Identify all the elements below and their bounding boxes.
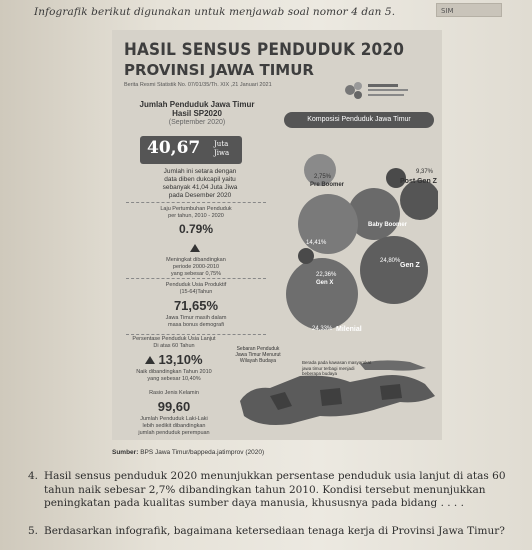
hasil-sp2020: Hasil SP2020 [172, 109, 222, 118]
total-population-box [140, 136, 242, 164]
question-5: 5. Berdasarkan infografik, bagaimana ketersediaan tenaga kerja di Provinsi Jawa Timur? [28, 525, 505, 537]
millennial-value: 24,33% [312, 326, 333, 332]
up-triangle-icon [145, 356, 155, 364]
elderly-section: Persentase Penduduk Usia Lanjut Di atas 60 Tahun 13,10% Naik dibandingkan Tahun 2010 yang sebesar 10,40% [132, 336, 216, 382]
instruction-header: Infografik berikut digunakan untuk menjawab soal nomor 4 dan 5. [34, 6, 396, 18]
divider-3 [126, 334, 266, 335]
millennial-label: Milenial [336, 326, 362, 333]
post-gen-z-value: 9,37% [416, 169, 434, 175]
divider-1 [126, 202, 266, 203]
map-note-1: Berada pada kawasan masyarakat jawa timur terbagi menjadi beberapa budaya [302, 360, 372, 376]
jumlah-penduduk-heading: Jumlah Penduduk Jawa Timur [139, 100, 255, 109]
infographic-subtitle: Berita Resmi Statistik No. 07/01/35/Th. XIX ,21 Januari 2021 [124, 82, 272, 88]
population-description: Jumlah ini setara dengan data diben dukcapil yaitu sebanyak 41,04 Juta Jiwa pada Desember 2020 [162, 168, 238, 199]
composition-panel [276, 112, 438, 342]
infographic-title-line2: PROVINSI JAWA TIMUR [124, 61, 314, 79]
up-triangle-icon [190, 244, 200, 252]
total-population-unit: Juta Jiwa [214, 140, 230, 157]
sim-label: SIM [436, 3, 502, 17]
question-4: 4. Hasil sensus penduduk 2020 menunjukkan persentase penduduk usia lanjut di atas 60 tahun naik sebesar 2,7% dibandingkan tahun 2010. Kondisi tersebut menunjukkan peningkatan pada kualitas sumber daya manusia, khususnya pada bidang . . . . [28, 470, 506, 509]
composition-title: Komposisi Penduduk Jawa Timur [284, 112, 434, 128]
people-icon [298, 248, 314, 264]
infographic [112, 30, 442, 440]
elderly-region-note: Sebaran Penduduk Jawa Timur Menurut Wilayah Budaya [235, 346, 281, 364]
gen-x-value: 22,36% [316, 272, 337, 278]
left-column [122, 100, 272, 126]
gen-z-bubble [360, 236, 428, 304]
pre-boomer-value: 2,75% [314, 174, 332, 180]
baby-boomer-value: 14,41% [306, 240, 327, 246]
sex-ratio-section: Rasio Jenis Kelamin 99,60 Jumlah Penduduk Laki-Laki lebih sedikit dibandingkan jumlah penduduk perempuan [138, 390, 210, 436]
gen-z-value: 24,80% [380, 258, 401, 264]
gen-z-label: Gen Z [400, 262, 420, 269]
post-gen-z-bubble [400, 180, 438, 220]
source-caption: Sumber: BPS Jawa Timur/bappeda.jatimprov (2020) [112, 449, 265, 456]
divider-2 [126, 278, 266, 279]
pre-boomer-label: Pre Boomer [310, 182, 345, 188]
productive-age-section: Penduduk Usia Produktif (15-64)Tahun 71,65% Jawa Timur masih dalam masa bonus demografi [165, 282, 227, 328]
bps-logo [340, 78, 420, 102]
growth-rate-section: Laju Pertumbuhan Penduduk per tahun, 2010 - 2020 0.79% Meningkat dibandingkan periode 2000-2010 yang sebesar 0,75% [160, 206, 232, 277]
gen-x-label: Gen X [316, 280, 334, 286]
generation-bubble-chart [276, 130, 438, 344]
millennial-bubble [286, 258, 358, 330]
infographic-title-line1: HASIL SENSUS PENDUDUK 2020 [124, 40, 405, 60]
baby-boomer-label: Baby Boomer [368, 222, 408, 228]
september-2020: (September 2020) [168, 119, 226, 126]
post-gen-z-label: Post Gen Z [400, 178, 437, 185]
total-population-value: 40,67 [147, 138, 201, 158]
